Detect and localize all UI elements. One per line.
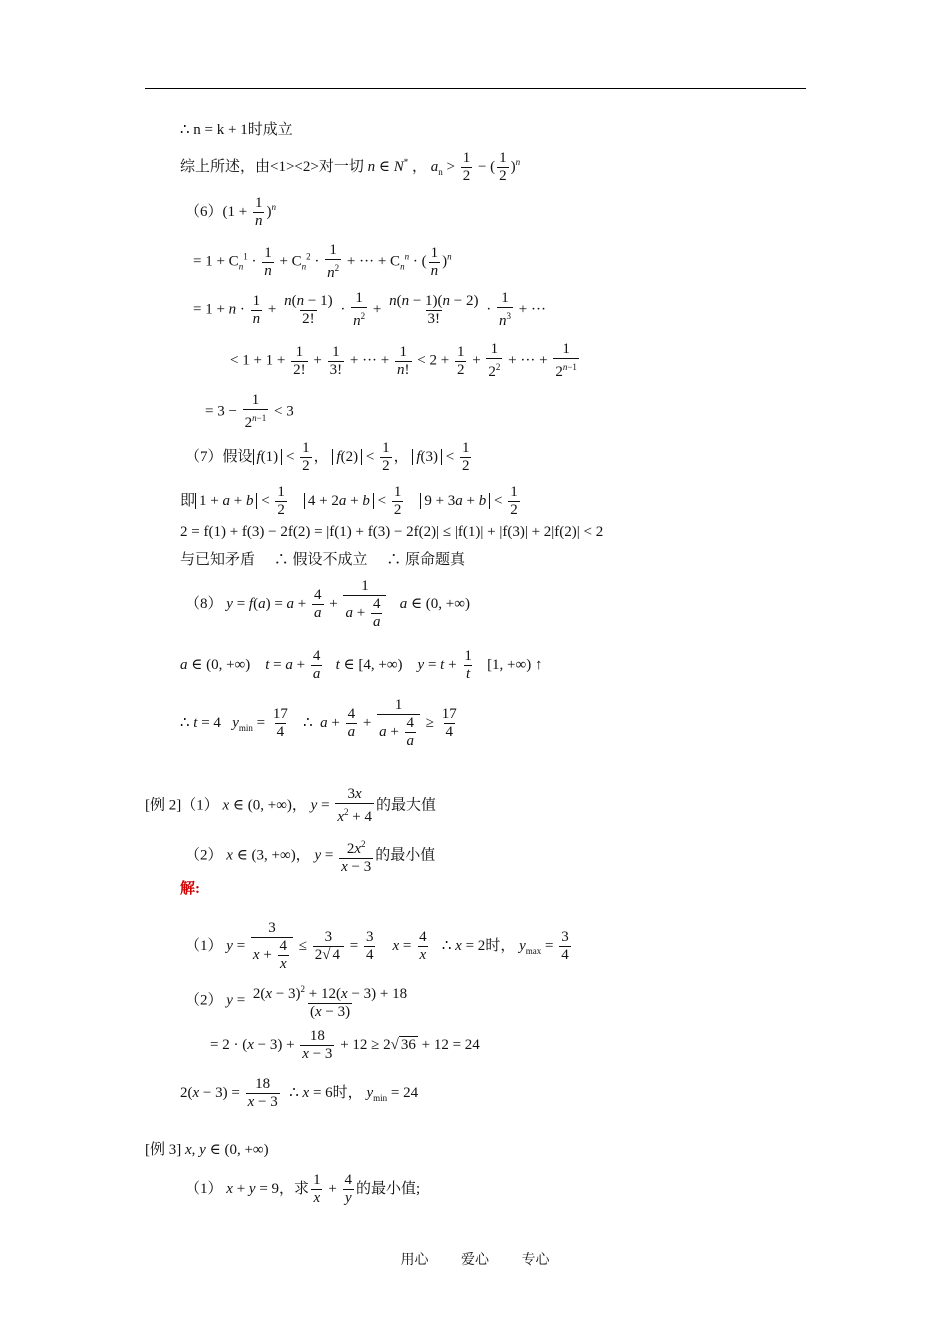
part-6-inequality: < 1 + 1 + $\frac{1}{2!}$ + $\frac{1}{3!}$ + ··· + $\frac{1}{n!}$ < 2 + $\frac{1}{2}$ + $\frac{1}{2^2}$ + ··· + $\frac{1}{2^{n-1}}$ xyxy=(230,341,577,380)
part-6-result: = 3 − $\frac{1}{2^{n-1}}$ < 3 xyxy=(205,392,294,431)
part-6-expansion-1: = $1 + C_n^1$ · $\frac{1}{n}$ + $C_n^2$ · $\frac{1}{n^2}$ + ··· + $C_n^n$ · ( $\frac{1}{n}$ )$^n$ xyxy=(193,242,452,281)
header-rule xyxy=(145,88,806,89)
part-7-contradiction: 与已知矛盾 ∴ 假设不成立 ∴ 原命题真 xyxy=(180,552,466,568)
part-6-expansion-2: = 1 + n · $\frac{1}{n}$ + $\frac{n(n - 1)}{2!}$ · $\frac{1}{n^2}$ + $\frac{n(n - 1)(n - 2)}{3!}$ · $\frac{1}{n^3}$ + ··· xyxy=(193,290,546,329)
page-footer: 用心 爱心 专心 xyxy=(400,1252,550,1268)
example-3-part-1: （1） x + y = 9，求 $\frac{1}{x}$ + $\frac{4}{y}$ 的最小值; xyxy=(185,1172,421,1206)
solution-1: （1） y = 3 x + $\frac{4}{x}$ ≤ $\frac{3}{2√ 4}$ = $\frac{3}{4}$ x = $\frac{4}{x}$ ∴ x = 2时， $y_{max}$ = $\frac{3}{4}$ xyxy=(185,920,569,972)
solution-2-step-2: = 2 · (x − 3) + $\frac{18}{x - 3}$ + 12 ≥ 2√ 36 + 12 = 24 xyxy=(210,1028,480,1062)
solution-2-step-3: 2(x − 3) = $\frac{18}{x - 3}$ ∴ x = 6时， $y_{min} = 24$ xyxy=(180,1076,419,1110)
example-3-header: [例 3] x, y ∈ (0, +∞) xyxy=(145,1142,269,1158)
part-7-assumption: （7）假设 f(1) < $\frac{1}{2}$ ， f(2) < $\frac{1}{2}$ ， f(3) < $\frac{1}{2}$ xyxy=(185,440,470,474)
part-8-function: （8） y = f(a) = a + $\frac{4}{a}$ + 1 a + $\frac{4}{a}$ a ∈ (0, +∞) xyxy=(185,578,470,630)
example-2-part-1: [例 2]（1） x ∈ (0, +∞)， y = $\frac{3x}{x^2 + 4}$ 的最大值 xyxy=(145,786,436,825)
part-7-derivation: 2 = f(1) + f(3) − 2f(2) = |f(1) + f(3) − 2f(2)| ≤ |f(1)| + |f(3)| + 2|f(2)| < 2 xyxy=(180,524,604,540)
solution-label: 解: xyxy=(180,881,200,897)
part-6-header: （6）(1 + $\frac{1}{n}$ )$^n$ xyxy=(185,195,276,229)
solution-2-step-1: （2） y = $\frac{2(x - 3)^2 + 12(x - 3) + 18}{(x - 3)}$ xyxy=(185,984,408,1020)
conclusion-line: 综上所述，由<1><2>对一切 n ∈ N* ， $a_n$ > $\frac{1}{2}$ − ( $\frac{1}{2}$ )$^n$ xyxy=(180,150,521,184)
part-7-ie: 即 1 + a + b < $\frac{1}{2}$ 4 + 2a + b < $\frac{1}{2}$ 9 + 3a + b < $\frac{1}{2}$ xyxy=(180,484,518,518)
part-8-substitution: a ∈ (0, +∞) t = a + $\frac{4}{a}$ t ∈ [4, +∞) y = t + $\frac{1}{t}$ [1, +∞) ↑ xyxy=(180,648,543,682)
part-8-conclusion: ∴ t = 4 $y_{min}$ = $\frac{17}{4}$ ∴ a + $\frac{4}{a}$ + 1 a + $\frac{4}{a}$ ≥ $\frac{17}{4}$ xyxy=(180,697,457,749)
line-n-eq-k-plus-1: ∴ n = k + 1时成立 xyxy=(180,122,293,138)
example-2-part-2: （2） x ∈ (3, +∞)， y = $\frac{2x^2}{x - 3}$ 的最小值 xyxy=(185,839,436,875)
